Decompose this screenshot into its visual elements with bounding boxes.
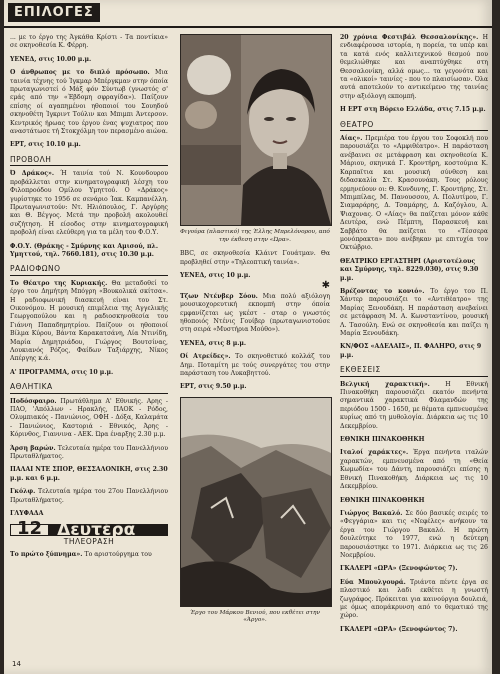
listing-title: 20 χρόνια Φεστιβάλ Θεσσαλονίκης». xyxy=(340,34,479,41)
listing-item xyxy=(10,551,168,559)
listing-body: Τελευταία ημέρα του Πανελλήνιου Πρωταθλήματος. xyxy=(10,444,168,461)
listing-meta: ΓΛΥΦΑΔΑ xyxy=(10,510,44,518)
listing-body: Η ενδιαφέρουσα ιστορία, η πορεία, τα υπέρ και τα κατά ενός καλλιτεχνικού θεσμού που θεμελιώθηκε και αναπτύχθηκε στη Θεσσαλονίκη, αλλά ομως... τα γεγονότα και τα «ολικοί» ταινίες - που το πλαισίωσαν. Όλα αυτά αποτελούν το αντικείμενο της ταινίας στην αξιόλογη εκπομπή. xyxy=(340,34,489,100)
portrait-artwork xyxy=(181,35,331,225)
listing-meta: ΕΘΝΙΚΗ ΠΙΝΑΚΟΘΗΚΗ xyxy=(340,436,425,444)
listing-title: Αίας». xyxy=(340,135,363,143)
listing-meta: ΘΕΑΤΡΙΚΟ ΕΡΓΑΣΤΗΡΙ (Αριστοτέλους και Σμύρνης, τηλ. 8229.030), στις 9.30 μ.μ. xyxy=(340,257,479,282)
section-heading: ΕΚΘΕΣΕΙΣ xyxy=(340,366,488,376)
listing-body: Τριάντα πέντε έργα σε πλαστικό και λαδι εκθέτει η γνωστή ζωγράφος. Πρόκειται για καινούργια δουλειά, με όμως απομάκρυνση από το θεματικό της χώρο. xyxy=(340,578,488,620)
photo-caption: Έργο του Μάρκου Βενιού, που εκθέτει στην «Άργο». xyxy=(189,609,321,624)
listing-meta: Η ΕΡΤ στη Βόρειο Ελλάδα, στις 7.15 μ.μ. xyxy=(340,106,486,114)
column-middle xyxy=(180,34,330,631)
photo-caption: Φιγούρα (πλαστικό) της Έλλης Μπρελόνορου, από την έκθεση στην «Ώρα». xyxy=(180,229,330,243)
listing-item xyxy=(180,293,330,335)
listing-meta: Φ.Ο.Υ. (Θράκης - Σμύρνης και Αμισού, πλ. Υμηττού, τηλ. 7660.181), στις 10.30 μ.μ. xyxy=(10,242,158,258)
star-icon: ✱ xyxy=(321,280,330,292)
listing-body: Ή ταινία τού Ν. Κουνδουρου προβάλλεται στην κινηματογραφική λέσχη του Φιλοπροόδου Ομίλου Υμηττού. Ο «Δράκος» γυρίστηκε το 1956 σε σενάριο Ίακ. Καμπανέλλη. Πρωταγωνιστούν: Ντ. Ηλιόπουλος, Γ. Αργύρης και Θ. Βέγγος. Μετά την προβολή ακολουθεί συζήτηση. Η είσοδος στην κινηματογραφική προβολή είναι ελεύθερη για τα μέλη του Φ.Ο.Υ. xyxy=(10,170,169,237)
listing-item xyxy=(10,488,168,505)
listing-item xyxy=(340,288,488,338)
page-number: 14 xyxy=(12,660,21,668)
listing-item xyxy=(10,445,168,462)
listing-meta: ΥΕΝΕΔ, στις 8 μ.μ. xyxy=(180,339,247,347)
listing-body: Η Εθνική Πινακοθήκη παρουσιάζει εκατόν πενήντα σημαντικά χαρακτικά Φλαμανδών της περιόδου 1500 - 1650, με θέματα εμπνευσμένα κυρίως από τη μυθολογία. Διάρκεια ως τις 10 Δεκεμβρίου. xyxy=(340,380,489,430)
listing-title: Γιώργος Βακαλό. xyxy=(340,509,403,517)
listing-meta: ΕΡΤ, στις 9.50 μ.μ. xyxy=(180,383,247,391)
listing-body: Σε δύο βασικές σειρές το «Φεγγάρια» και τις «Νεφέλες» ανήκουν τα έργα του Γιώργου Βακαλό. Η πρώτη δουλεύτηκε το 1977, ενώ η δεύτερη παρουσιάστηκε το 1971. Διάρκεια ως τις 26 Νοεμβρίου. xyxy=(340,509,488,559)
column-left xyxy=(10,34,168,565)
listing-meta: ΓΚΑΛΕΡΙ «ΩΡΑ» (Ξενοφώντος 7). xyxy=(340,625,458,633)
listing-item xyxy=(10,398,168,440)
listing-title: Ποδόσφαιρο. xyxy=(10,397,57,405)
listing-title: Ιταλοί χαράκτες». xyxy=(340,449,409,457)
listing-meta: ΓΚΑΛΕΡΙ «ΩΡΑ» (Ξενοφώντος 7). xyxy=(340,565,458,573)
section-heading: ΘΕΑΤΡΟ xyxy=(340,121,488,131)
page-header xyxy=(4,0,492,28)
listing-title: Εύα Μπουλγουρά. xyxy=(340,578,406,586)
listing-meta: ΕΡΤ, στις 10.10 μ.μ. xyxy=(10,141,81,149)
listing-body: Το αριστούργημα του xyxy=(84,551,152,559)
section-heading: ΑΘΛΗΤΙΚΑ xyxy=(10,383,168,393)
day-name: Δευτέρα xyxy=(49,524,168,536)
listing-body: Πρωτάθλημα Α' Εθνικής. Αρης - ΠΑΟ, 'Απόλλων - Ηρακλής, ΠΑΟΚ - Ρόδος, Ολυμπιακός - Πανιώνιος, ΟΦΗ - Δόξα, Καλαμάτα - Πανιώνιος, Καστοριά - Εθνικός, Άρης - Κόρινθος, Γιαννινα - ΑΕΚ. Ώρα έναρξης 2.30 μ.μ. xyxy=(10,397,169,439)
listing-title: Βρέζοντας το κονιό». xyxy=(340,287,425,295)
listing-title: Άρση βαρών. xyxy=(10,444,56,452)
column-right xyxy=(340,34,488,639)
listing-meta: ΕΘΝΙΚΗ ΠΙΝΑΚΟΘΗΚΗ xyxy=(340,496,425,504)
portrait-photo xyxy=(180,34,332,226)
section-heading: ΤΗΛΕΟΡΑΣΗ xyxy=(63,536,115,546)
listing-item xyxy=(340,381,488,431)
listing-body: BBC, σε σκηνοθεσία Κλάιντ Γουάτμαν. Θα προβληθεί στην «Τηλεοπτική ταινία». xyxy=(180,250,330,266)
listing-body: Τελευταία ημέρα του 27ου Πανελλήνιου Πρωταθλήματος. xyxy=(10,488,168,504)
listing-body: Το σκηνοθετικό κολλάζ του Δημ. Ποταμίτη με τούς συνεργάτες του στην παράσταση του Λυκαβηττού. xyxy=(180,353,330,378)
listing-body: Μια πολύ αξιόλογη μουσικοχορευτική εκπομπή στην όποία εμφανίζεται ως γκέστ - σταρ ο γνωστός ηθοποιός Ντένις Γουίβερ (πρωταγωνιστούσε στη σειρά «Μυστήρια Μούθο»). xyxy=(180,292,331,334)
listing-title: Οί Ατρείδες». xyxy=(180,353,231,361)
listing-item xyxy=(10,280,168,364)
listing-body: Θα μεταδοθεί το έργο του Δημήτρη Μπόγρη «Βουκολικά σκίτσα». Η ραδιοφωνική διασκευή είναι του Στ. Οικονόμου. Η μουσική επιμέλεια της Αγγελικής Γεωργοπούλου και η ραδιοσκηνοθεσία του Γιάννη Παπαδημητρίου. Παίζουν οι ηθοποιοί Βίλμα Κύρου, Βάντα Καρακατσάνη, Λία Ντινίδη, Μαρία Δημητριάδου, Γιώργος Βουτσίνας, Λουκιανός Ρόζος, Φαίδων Ταξιάρχης, Νίκος Απέργης κ.ά. xyxy=(10,279,169,363)
listing-item xyxy=(180,353,330,378)
listing-meta: ΥΕΝΕΔ, στις 10 μ.μ. xyxy=(180,272,251,279)
listing-meta: ΚΝ/ΦΟΣ «ΑΔΕΛΑΙΣ», Π. ΦΑΛΗΡΟ, στις 9 μ.μ. xyxy=(340,343,482,359)
listing-item xyxy=(10,69,168,136)
listing-title: Τζων Ντένβερ Σόου. xyxy=(180,292,258,300)
landscape-artwork xyxy=(181,398,331,606)
listing-body: Έργα πενήντα ιταλών χαρακτών, εμπνευσμένα από τη «Θεία Κωμωδία» του Δάντη, παρουσιάζει επίσης η Εθνική Πινακοθήκη. Διάρκεια ως τις 10 Δεκεμβρίου. xyxy=(340,449,488,491)
listing-body: Μια ταινία τέχνης τού Ίγκμαρ Μπέργκμαν στην όποία πρωταγωνιστεί ό Μάξ φόν Σύντωβ (γνωστός σ' εμάς από την «Έβδομη σφραγίδα»). Παίζουν επίσης οί αγαπημένοι ηθοποιοί του Σουηδού σκηνοθέτη Ίγκριντ Τούλιν και Μπιμπι Άντερσον. Κεντρικός ήρωας του έργου ένας ψυχιατρος που αναστάτωσε τή Στοκχόλμη τον περασμένο αιώνα. xyxy=(10,69,168,136)
section-heading: ΠΡΟΒΟΛΗ xyxy=(10,156,168,166)
listing-item xyxy=(340,135,488,253)
day-banner xyxy=(10,517,168,540)
listing-title: Το πρώτο ξύπνημα». xyxy=(10,551,83,559)
listing-title: Ο άνθρωπος με το διπλό πρόσωπο. xyxy=(10,69,150,77)
section-title: ΕΠΙΛΟΓΕΣ xyxy=(8,3,100,22)
landscape-photo xyxy=(180,397,332,607)
intro-meta: ΥΕΝΕΔ, στις 10.00 μ.μ. xyxy=(10,55,92,63)
magazine-page xyxy=(4,0,492,674)
listing-item xyxy=(340,579,488,621)
listing-meta: Α' ΠΡΟΓΡΑΜΜΑ, στις 10 μ.μ. xyxy=(10,368,114,376)
listing-item xyxy=(340,449,488,491)
listing-title: Ό Δράκος». xyxy=(10,170,55,178)
section-heading: ΡΑΔΙΟΦΩΝΟ xyxy=(10,265,168,275)
listing-title: Γκόλφ. xyxy=(10,488,36,496)
intro-text: ... με το έργο της Άγκάθα Κρίστι - Τα ποντίκια» σε σκηνοθεσία Κ. Φέρρη. xyxy=(10,34,168,50)
listing-item xyxy=(340,510,488,560)
listing-meta: ΠΑΛΑΙ ΝΤΕ ΣΠΟΡ, ΘΕΣΣΑΛΟΝΙΚΗ, στις 2.30 μ.μ. και 6 μ.μ. xyxy=(10,466,168,482)
listing-body: Το έργο του Π. Χάντερ παρουσιάζει το «Αντιθέατρο» της Μαρίας Ξενουδάκη. Η παράσταση ανεβαίνει σε μετάφραση Μ. Α. Κωνσταντίνου, μουσική Λ. Τασούλη. Ενώ σε σκηνοθεσία και παίζει η Μαρία Ξενουδάκη. xyxy=(340,287,489,337)
listing-body: Πρεμιέρα του έργου του Σοφοκλή που παρουσιάζει το «Αμφιθέατρο». Η παράσταση ανέβαινει σε μετάφραση και σκηνοθεσία Κ. Μάριου, σκηνικά Γ. Κροντήρη, κοστούμια Κ. Καρπαϊτια και μουσική σύνθεση και διδασκαλία Στ. Κρασουνάκη. Τους ρόλους ερμηνεύουν οι: Θ. Κυνδυνης, Γ. Κροντήρης, Στ. Μπιμπίλας, Μ. Πανουσσου, Α. Πολυτίμου, Γ. Σιαμαράρης, Δ. Τσαμάρης, Δ. Καζόγλου, Α. Ψιαχονας. Ο «Αίας» θα παίζεται μόνον κάθε Δευτέρα, ενώ Πέμπτη, Παρασκευή και Σαββάτο θα παίζεται το «Τέσσερα μονόπρακτα» που ανέβηκαν με επιτυχία τον Οκτώβριο. xyxy=(340,135,488,252)
listing-item xyxy=(340,34,488,101)
listing-title: Βελγική χαρακτική». xyxy=(340,380,430,388)
listing-item xyxy=(10,170,168,237)
day-number: 12 xyxy=(10,524,49,536)
listing-title: Το Θέατρο της Κυριακής. xyxy=(10,279,108,287)
